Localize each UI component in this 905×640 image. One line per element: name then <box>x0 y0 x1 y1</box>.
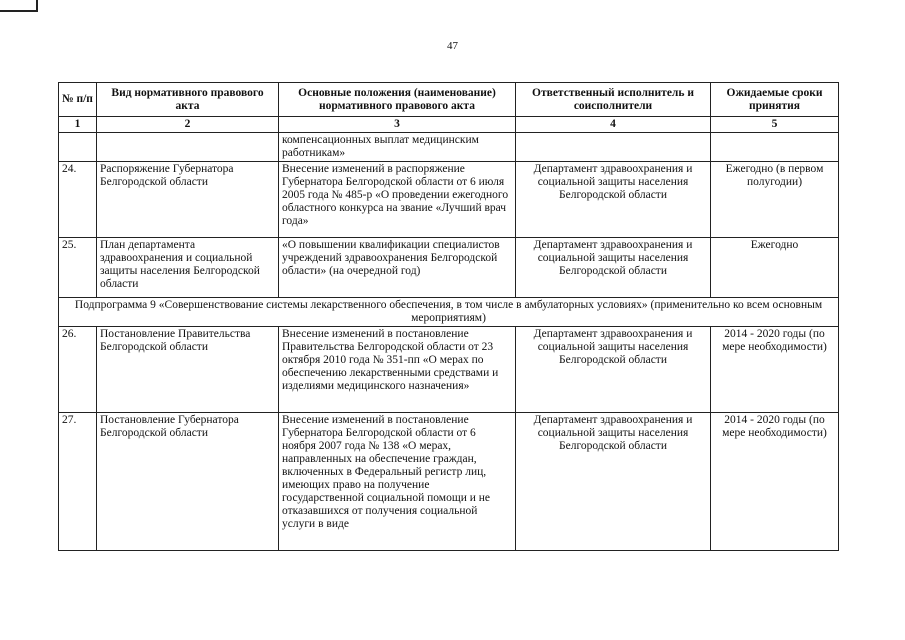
row-number: 26. <box>59 327 97 413</box>
row-term: 2014 - 2020 годы (по мере необходимости) <box>711 327 839 413</box>
row-content: Внесение изменений в распоряжение Губернатора Белгородской области от 6 июля 2005 года № 485-р «О проведении ежегодного областного конкурса на звание «Лучший врач года» <box>279 162 516 238</box>
header-term: Ожидаемые сроки принятия <box>711 83 839 117</box>
column-index: 4 <box>516 117 711 133</box>
row-term: Ежегодно <box>711 238 839 298</box>
continuation-content: компенсационных выплат медицинским работникам» <box>279 133 516 162</box>
row-responsible: Департамент здравоохранения и социальной защиты населения Белгородской области <box>516 162 711 238</box>
row-content: «О повышении квалификации специалистов учреждений здравоохранения Белгородской области» (на очередной год) <box>279 238 516 298</box>
row-term: 2014 - 2020 годы (по мере необходимости) <box>711 413 839 551</box>
continuation-row <box>59 133 839 162</box>
table-row <box>59 162 839 238</box>
table-row <box>59 413 839 551</box>
row-content: Внесение изменений в постановление Правительства Белгородской области от 23 октября 2010 года № 351-пп «О мерах по обеспечению лекарственными средствами и изделиями медицинского назначения» <box>279 327 516 413</box>
subprogram-row <box>59 298 839 327</box>
row-act-type: Постановление Правительства Белгородской области <box>97 327 279 413</box>
table-header-row <box>59 83 839 117</box>
row-responsible: Департамент здравоохранения и социальной защиты населения Белгородской области <box>516 238 711 298</box>
header-responsible: Ответственный исполнитель и соисполнители <box>516 83 711 117</box>
header-content: Основные положения (наименование) нормативного правового акта <box>279 83 516 117</box>
page-number: 47 <box>447 40 458 52</box>
row-act-type: Постановление Губернатора Белгородской области <box>97 413 279 551</box>
row-number: 25. <box>59 238 97 298</box>
scan-corner-mark <box>0 0 38 12</box>
subprogram-title: Подпрограмма 9 «Совершенствование системы лекарственного обеспечения, в том числе в амбулаторных условиях» (применительно ко всем основным мероприятиям) <box>59 298 839 327</box>
row-term: Ежегодно (в первом полугодии) <box>711 162 839 238</box>
table-row <box>59 238 839 298</box>
column-index: 3 <box>279 117 516 133</box>
header-num: № п/п <box>59 83 97 117</box>
regulatory-acts-table <box>58 82 839 551</box>
column-index: 5 <box>711 117 839 133</box>
row-content: Внесение изменений в постановление Губернатора Белгородской области от 6 ноября 2007 года № 138 «О мерах, направленных на обеспечение граждан, включенных в Федеральный регистр лиц, имеющих право на получение государственной социальной помощи и не отказавшихся от получения социальной услуги в виде <box>279 413 516 551</box>
column-index: 1 <box>59 117 97 133</box>
header-act-type: Вид нормативного правового акта <box>97 83 279 117</box>
row-act-type: План департамента здравоохранения и социальной защиты населения Белгородской области <box>97 238 279 298</box>
row-act-type: Распоряжение Губернатора Белгородской области <box>97 162 279 238</box>
column-index: 2 <box>97 117 279 133</box>
table-row <box>59 327 839 413</box>
row-number: 27. <box>59 413 97 551</box>
row-number: 24. <box>59 162 97 238</box>
row-responsible: Департамент здравоохранения и социальной защиты населения Белгородской области <box>516 413 711 551</box>
row-responsible: Департамент здравоохранения и социальной защиты населения Белгородской области <box>516 327 711 413</box>
column-index-row <box>59 117 839 133</box>
